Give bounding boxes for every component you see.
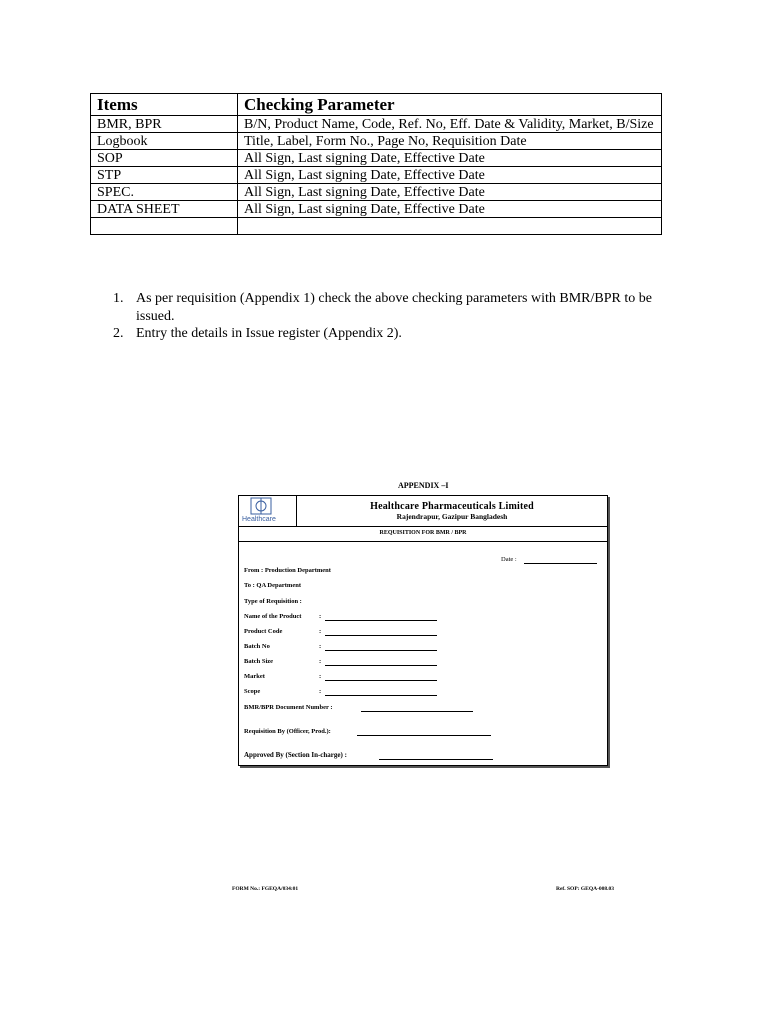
- form-number: FORM No.: FGEQA/034:01: [232, 886, 299, 892]
- table-row: [91, 201, 662, 218]
- field-label-product-name: Name of the Product: [244, 613, 302, 620]
- table-header-row: [91, 94, 662, 116]
- field-separator: :: [319, 688, 322, 695]
- field-separator: :: [319, 658, 322, 665]
- table-row: [91, 150, 662, 167]
- form-header: [239, 496, 607, 527]
- bmr-bpr-document-number: BMR/BPR Document Number :: [244, 704, 333, 711]
- table-cell-item: BMR, BPR: [91, 116, 238, 133]
- instruction-number: 2.: [113, 326, 124, 341]
- type-of-requisition: Type of Requisition :: [244, 598, 302, 605]
- instruction-text: As per requisition (Appendix 1) check the above checking parameters with BMR/BPR to be issued.: [136, 291, 652, 324]
- logo-text: Healthcare: [242, 516, 276, 523]
- instruction-number: 1.: [113, 291, 124, 306]
- table-cell-parameter: All Sign, Last signing Date, Effective Date: [238, 184, 662, 201]
- from-line: From : Production Department: [244, 567, 331, 574]
- requisition-form: [238, 495, 608, 766]
- table-cell-parameter: [238, 218, 662, 235]
- checking-parameter-table: [90, 93, 662, 235]
- table-cell-item: STP: [91, 167, 238, 184]
- table-cell-parameter: All Sign, Last signing Date, Effective Date: [238, 201, 662, 218]
- field-label-product-code: Product Code: [244, 628, 283, 635]
- field-line-market: [325, 680, 437, 681]
- table-cell-parameter: All Sign, Last signing Date, Effective Date: [238, 150, 662, 167]
- field-separator: :: [319, 613, 322, 620]
- appendix-title: APPENDIX –I: [398, 481, 449, 490]
- field-line-batch-no: [325, 650, 437, 651]
- instruction-item-1: [113, 290, 673, 330]
- date-label: Date :: [501, 556, 517, 563]
- table-cell-item: Logbook: [91, 133, 238, 150]
- table-cell-parameter: Title, Label, Form No., Page No, Requisition Date: [238, 133, 662, 150]
- date-line: [524, 563, 597, 564]
- field-label-scope: Scope: [244, 688, 261, 695]
- form-title: REQUISITION FOR BMR / BPR: [239, 526, 607, 542]
- field-line-product-code: [325, 635, 437, 636]
- company-logo: [239, 496, 297, 526]
- document-number-line: [361, 711, 473, 712]
- field-line-batch-size: [325, 665, 437, 666]
- table-row: [91, 116, 662, 133]
- table-cell-item: SOP: [91, 150, 238, 167]
- ref-sop: Ref. SOP: GEQA-008.03: [556, 886, 615, 892]
- table-row: [91, 184, 662, 201]
- field-label-batch-no: Batch No: [244, 643, 270, 650]
- table-cell-parameter: B/N, Product Name, Code, Ref. No, Eff. Date & Validity, Market, B/Size: [238, 116, 662, 133]
- approved-by-line: [379, 759, 493, 760]
- approved-by: Approved By (Section In-charge) :: [244, 751, 347, 759]
- table-cell-item: [91, 218, 238, 235]
- column-header-items: Items: [91, 94, 238, 116]
- to-line: To : QA Department: [244, 582, 301, 589]
- table-row-empty: [91, 218, 662, 235]
- column-header-checking-parameter: Checking Parameter: [238, 94, 662, 116]
- table-cell-parameter: All Sign, Last signing Date, Effective Date: [238, 167, 662, 184]
- field-separator: :: [319, 673, 322, 680]
- field-separator: :: [319, 628, 322, 635]
- instruction-text: Entry the details in Issue register (Appendix 2).: [136, 326, 402, 341]
- table-cell-item: DATA SHEET: [91, 201, 238, 218]
- field-label-batch-size: Batch Size: [244, 658, 274, 665]
- table-cell-item: SPEC.: [91, 184, 238, 201]
- company-block: [297, 501, 607, 521]
- field-label-market: Market: [244, 673, 265, 680]
- table-row: [91, 167, 662, 184]
- table-row: [91, 133, 662, 150]
- company-name: Healthcare Pharmaceuticals Limited: [370, 501, 534, 512]
- field-line-scope: [325, 695, 437, 696]
- field-line-product-name: [325, 620, 437, 621]
- instruction-item-2: [113, 325, 673, 345]
- requisition-by: Requisition By (Officer, Prod.):: [244, 728, 331, 735]
- requisition-by-line: [357, 735, 491, 736]
- field-separator: :: [319, 643, 322, 650]
- company-address: Rajendrapur, Gazipur Bangladesh: [396, 512, 508, 521]
